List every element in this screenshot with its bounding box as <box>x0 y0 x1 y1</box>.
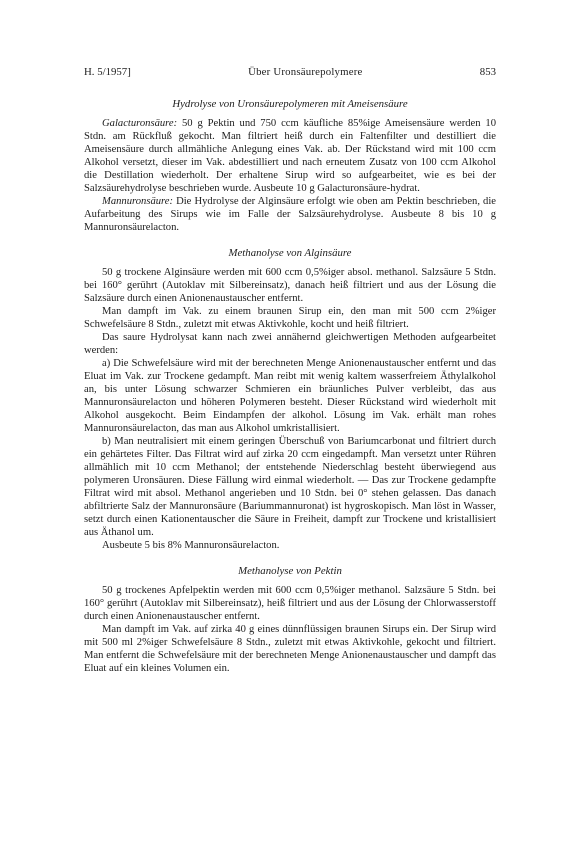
paragraph-method-b: b) Man neutralisiert mit einem geringen Überschuß von Bariumcarbonat und filtriert durch ein gehärtetes Filter. Das Filtrat wird auf zirka 20 ccm eingedampft. Man versetzt unter Rühren allmählich mit 10 ccm Methanol; der entstehende Niederschlag besteht überwiegend aus polymeren Uronsäuren. Diese Fällung wird einmal wiederholt. — Das zur Trockene gedampfte Filtrat wird mit absol. Methanol angerieben und 10 Stdn. bei 0° stehen gelassen. Das danach abfiltrierte Salz der Mannuronsäure (Bariummannuronat) ist hygroskopisch. Man löst in Wasser, setzt durch einen Kationentauscher die Säure in Freiheit, dampft zur Trockene und kristallisiert aus Äthanol um. <box>84 436 496 538</box>
paragraph-lead: Galacturonsäure: <box>102 118 178 129</box>
issue-reference: H. 5/1957] <box>84 66 131 78</box>
running-head <box>84 66 496 79</box>
paragraph-lead: Mannuronsäure: <box>102 196 174 207</box>
paragraph-galacturonsaeure <box>84 117 496 195</box>
paragraph-text: 50 g Pektin und 750 ccm käufliche 85%ige Ameisensäure werden 10 Stdn. am Rückfluß gekocht. Man filtriert heiß durch ein Faltenfilter und destilliert die Ameisensäure durch allmähliche Anlegung eines Vak. ab. Der Rückstand wird mit 100 ccm Alkohol versetzt, dieser im Vak. abdestilliert und nach erneutem Zusatz von 100 ccm Alkohol die Destillation wiederholt. Der erhaltene Sirup wird so aufgearbeitet, wie es bei der Salzsäurehydrolyse beschrieben wurde. Ausbeute 10 g Galacturonsäure-hydrat. <box>84 118 496 194</box>
paragraph: 50 g trockenes Apfelpektin werden mit 600 ccm 0,5%iger methanol. Salzsäure 5 Stdn. bei 160° gerührt (Autoklav mit Silbereinsatz), heiß filtriert und aus der Lösung der Chlorwasserstoff durch einen Anionenaustauscher entfernt. <box>84 585 496 622</box>
section-heading-ameisensaeure: Hydrolyse von Uronsäurepolymeren mit Ameisensäure <box>172 98 408 110</box>
paragraph: Das saure Hydrolysat kann nach zwei annähernd gleichwertigen Methoden aufgearbeitet werden: <box>84 332 496 356</box>
paragraph: Man dampft im Vak. zu einem braunen Sirup ein, den man mit 500 ccm 2%iger Schwefelsäure 8 Stdn., zuletzt mit etwas Aktivkohle, kocht und heiß filtriert. <box>84 306 496 330</box>
paragraph-text: Die Hydrolyse der Alginsäure erfolgt wie oben am Pektin beschrieben, die Aufarbeitung des Sirups wie im Falle der Salzsäurehydrolyse. Ausbeute 8 bis 10 g Mannuronsäurelacton. <box>84 196 496 233</box>
page-number: 853 <box>479 66 496 78</box>
paragraph-yield: Ausbeute 5 bis 8% Mannuronsäurelacton. <box>102 540 280 551</box>
section-heading-alginsaeure: Methanolyse von Alginsäure <box>228 247 352 259</box>
paragraph: Man dampft im Vak. auf zirka 40 g eines dünnflüssigen braunen Sirups ein. Der Sirup wird mit 500 ml 2%iger Schwefelsäure 8 Stdn., zuletzt mit etwas Aktivkohle, gekocht und filtriert. Man entfernt die Schwefelsäure mit der berechneten Menge Anionenaustauscher und dampft das Eluat auf ein kleines Volumen ein. <box>84 624 496 674</box>
section-heading-pektin: Methanolyse von Pektin <box>238 565 342 577</box>
paragraph-method-a: a) Die Schwefelsäure wird mit der berechneten Menge Anionenaustauscher entfernt und das Eluat im Vak. zur Trockene gedampft. Man reibt mit wenig kaltem wasserfreiem Äthylalkohol an, bis unter Lösung schwarzer Schmieren ein bräunliches Pulver verbleibt, das aus Mannuronsäurelacton und höheren Polymeren besteht. Dieser Rückstand wird wiederholt mit Alkohol ausgekocht. Beim Eindampfen der alkohol. Lösung im Vak. erhält man rohes Mannuronsäurelacton, das man aus Alkohol umkristallisiert. <box>84 358 496 434</box>
running-title: Über Uronsäurepolymere <box>248 66 363 78</box>
paragraph: 50 g trockene Alginsäure werden mit 600 ccm 0,5%iger absol. methanol. Salzsäure 5 Stdn. bei 160° gerührt (Autoklav mit Silbereinsatz), danach heiß filtriert und aus der Lösung die Salzsäure durch einen Anionenaustauscher entfernt. <box>84 267 496 304</box>
paragraph-mannuronsaeure <box>84 195 496 234</box>
